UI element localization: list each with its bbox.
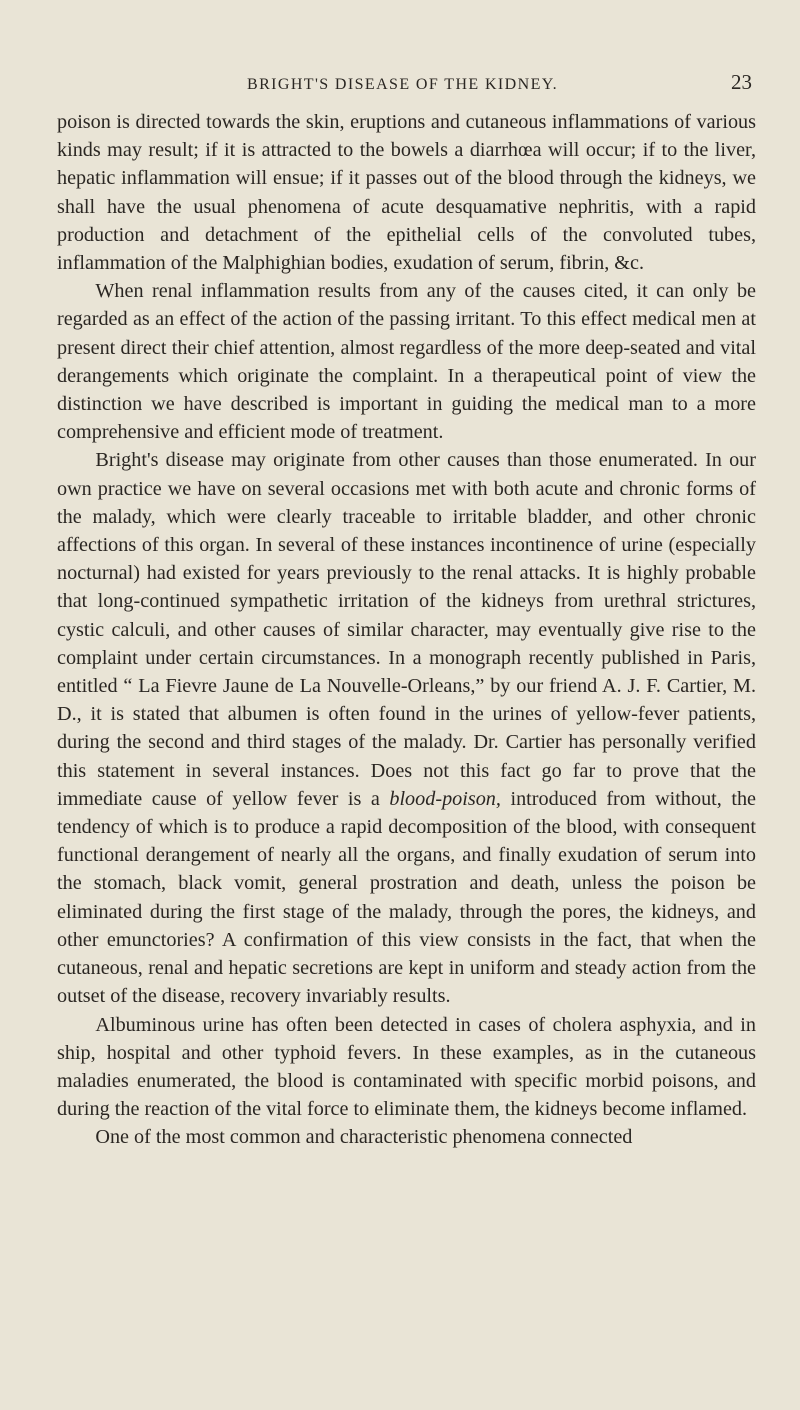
page-header	[57, 64, 756, 108]
paragraph-3	[57, 446, 756, 1010]
emphasis-blood-poison: blood-poison,	[389, 787, 501, 810]
running-head: BRIGHT'S DISEASE OF THE KIDNEY.	[247, 76, 559, 93]
page-number: 23	[731, 70, 752, 94]
paragraph-3-part-2: introduced from without, the tendency of which is to produce a rapid decomposition of the blood, with consequent functional derangement of nearly all the organs, and finally exudation of serum into the stomach, black vomit, general prostration and death, unless the poison be eliminated during the first stage of the malady, through the pores, the kidneys, and other emunctories? A confirmation of this view consists in the fact, that when the cutaneous, renal and hepatic secretions are kept in uniform and steady action from the outset of the disease, recovery invariably results.	[57, 787, 757, 1008]
body-text	[57, 108, 756, 1152]
paragraph-4: Albuminous urine has often been detected in cases of cholera asphyxia, and in ship, hospital and other typhoid fevers. In these examples, as in the cutaneous maladies enumerated, the blood is contaminated with specific morbid poisons, and during the reaction of the vital force to eliminate them, the kidneys become inflamed.	[57, 1013, 756, 1121]
paragraph-1: poison is directed towards the skin, eruptions and cutaneous inflammations of various kinds may result; if it is attracted to the bowels a diarrhœa will occur; if to the liver, hepatic inflammation will ensue; if it passes out of the blood through the kidneys, we shall have the usual phenomena of acute desquamative nephritis, with a rapid production and detachment of the epithelial cells of the convoluted tubes, inflammation of the Malphighian bodies, exudation of serum, fibrin, &c.	[57, 111, 756, 275]
paragraph-2: When renal inflammation results from any of the causes cited, it can only be regarded as an effect of the action of the passing irritant. To this effect medical men at present direct their chief attention, almost regardless of the more deep-seated and vital derangements which originate the complaint. In a therapeutical point of view the distinction we have described is important in guiding the medical man to a more comprehensive and efficient mode of treatment.	[57, 280, 756, 444]
paragraph-3-part-1: Bright's disease may originate from other causes than those enumerated. In our own practice we have on several occasions met with both acute and chronic forms of the malady, which were clearly traceable to irritable bladder, and other chronic affections of this organ. In several of these instances incontinence of urine (especially nocturnal) had existed for years previously to the renal attacks. It is highly probable that long-continued sympathetic irritation of the kidneys from urethral strictures, cystic calculi, and other causes of similar character, may eventually give rise to the complaint under certain circumstances. In a monograph recently published in Paris, entitled “ La Fievre Jaune de La Nouvelle-Orleans,” by our friend A. J. F. Cartier, M. D., it is stated that albumen is often found in the urines of yellow-fever patients, during the second and third stages of the malady. Dr. Cartier has personally verified this statement in several instances. Does not this fact go far to prove that the immediate cause of yellow fever is a	[57, 449, 756, 810]
paragraph-5: One of the most common and characteristic phenomena connected	[95, 1126, 633, 1149]
